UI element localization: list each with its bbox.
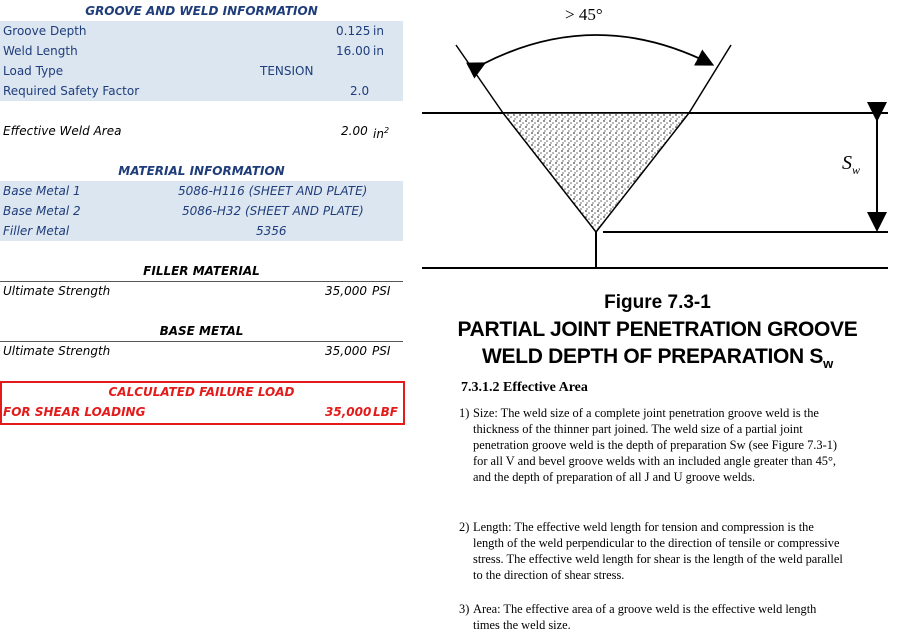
list-number: 3) xyxy=(459,602,470,616)
base-strength-unit: PSI xyxy=(372,344,391,358)
load-type-row[interactable] xyxy=(0,61,403,81)
bevel-extension-right xyxy=(689,45,731,113)
filler-strength-value: 35,000 xyxy=(325,284,367,298)
list-item-area xyxy=(459,601,843,633)
failure-load-header: CALCULATED FAILURE LOAD xyxy=(108,385,295,399)
safety-factor-value[interactable]: 2.0 xyxy=(350,84,370,98)
list-item-length xyxy=(459,519,843,583)
list-text: Length: The effective weld length for tension and compression is the length of the weld perpendicular to the direction of tensile or compressive stress. The effective weld length for shear is the length of the weld parallel to the direction of shear stress. xyxy=(473,520,843,582)
weld-reference-document xyxy=(405,0,915,643)
effective-area-value: 2.00 xyxy=(341,124,368,138)
shear-load-unit: LBF xyxy=(373,405,398,419)
groove-depth-row[interactable] xyxy=(0,21,403,41)
angle-label: > 45° xyxy=(565,5,603,24)
list-text: Size: The weld size of a complete joint penetration groove weld is the thickness of the thinner part joined. The weld size of a partial joint penetration groove weld is the depth of preparation Sw (see Figure 7.3-1) for all V and bevel groove welds with an included angle greater than 45°, and the depth of preparation of all J and U groove welds. xyxy=(473,406,838,484)
base-metal-2-value[interactable]: 5086-H32 (SHEET AND PLATE) xyxy=(182,204,364,218)
base-metal-1-row[interactable] xyxy=(0,181,403,201)
base-metal-2-label: Base Metal 2 xyxy=(3,204,81,218)
angle-arc xyxy=(483,35,711,64)
weld-length-label: Weld Length xyxy=(3,44,78,58)
figure-number: Figure 7.3-1 xyxy=(604,292,711,313)
base-metal-header: BASE METAL xyxy=(159,324,244,338)
weld-length-unit: in xyxy=(373,44,384,58)
groove-depth-unit: in xyxy=(373,24,384,38)
safety-factor-row[interactable] xyxy=(0,81,403,101)
weld-length-value[interactable]: 16.00 xyxy=(336,44,371,58)
safety-factor-label: Required Safety Factor xyxy=(3,84,140,98)
filler-strength-unit: PSI xyxy=(372,284,391,298)
material-info-header: MATERIAL INFORMATION xyxy=(118,164,285,178)
filler-strength-label: Ultimate Strength xyxy=(3,284,111,298)
weld-length-row[interactable] xyxy=(0,41,403,61)
list-text: Area: The effective area of a groove weld is the effective weld length times the weld size. xyxy=(473,602,817,632)
groove-weld-diagram xyxy=(405,0,915,280)
section-heading: 7.3.1.2 Effective Area xyxy=(461,380,588,395)
filler-strength-row xyxy=(0,281,403,301)
filler-metal-row[interactable] xyxy=(0,221,403,241)
depth-sw-label: $S_w$ xyxy=(842,152,861,177)
base-metal-2-row[interactable] xyxy=(0,201,403,221)
base-strength-row xyxy=(0,341,403,361)
shear-load-value: 35,000 xyxy=(325,405,372,419)
effective-area-unit: $in^2$ xyxy=(373,126,390,141)
filler-metal-label: Filler Metal xyxy=(3,224,70,238)
groove-weld-header: GROOVE AND WELD INFORMATION xyxy=(85,4,318,18)
figure-title-line-2: WELD DEPTH OF PREPARATION $S_w$ xyxy=(482,345,833,372)
effective-area-row xyxy=(0,121,403,141)
groove-depth-value[interactable]: 0.125 xyxy=(336,24,371,38)
load-type-label: Load Type xyxy=(3,64,64,78)
filler-material-header: FILLER MATERIAL xyxy=(143,264,260,278)
shear-load-row xyxy=(0,402,403,422)
figure-title-line-1: PARTIAL JOINT PENETRATION GROOVE xyxy=(457,318,858,341)
base-metal-1-value[interactable]: 5086-H116 (SHEET AND PLATE) xyxy=(178,184,368,198)
groove-depth-label: Groove Depth xyxy=(3,24,87,38)
list-number: 1) xyxy=(459,406,470,420)
shear-load-label: FOR SHEAR LOADING xyxy=(3,405,146,419)
list-number: 2) xyxy=(459,520,470,534)
base-strength-label: Ultimate Strength xyxy=(3,344,111,358)
weld-groove-fill xyxy=(503,113,689,232)
weld-calculator-sheet xyxy=(0,0,405,430)
base-metal-1-label: Base Metal 1 xyxy=(3,184,81,198)
list-item-size xyxy=(459,405,843,485)
effective-area-label: Effective Weld Area xyxy=(3,124,122,138)
load-type-value[interactable]: TENSION xyxy=(260,64,314,78)
filler-metal-value[interactable]: 5356 xyxy=(256,224,287,238)
bevel-extension-left xyxy=(456,45,503,113)
base-strength-value: 35,000 xyxy=(325,344,367,358)
